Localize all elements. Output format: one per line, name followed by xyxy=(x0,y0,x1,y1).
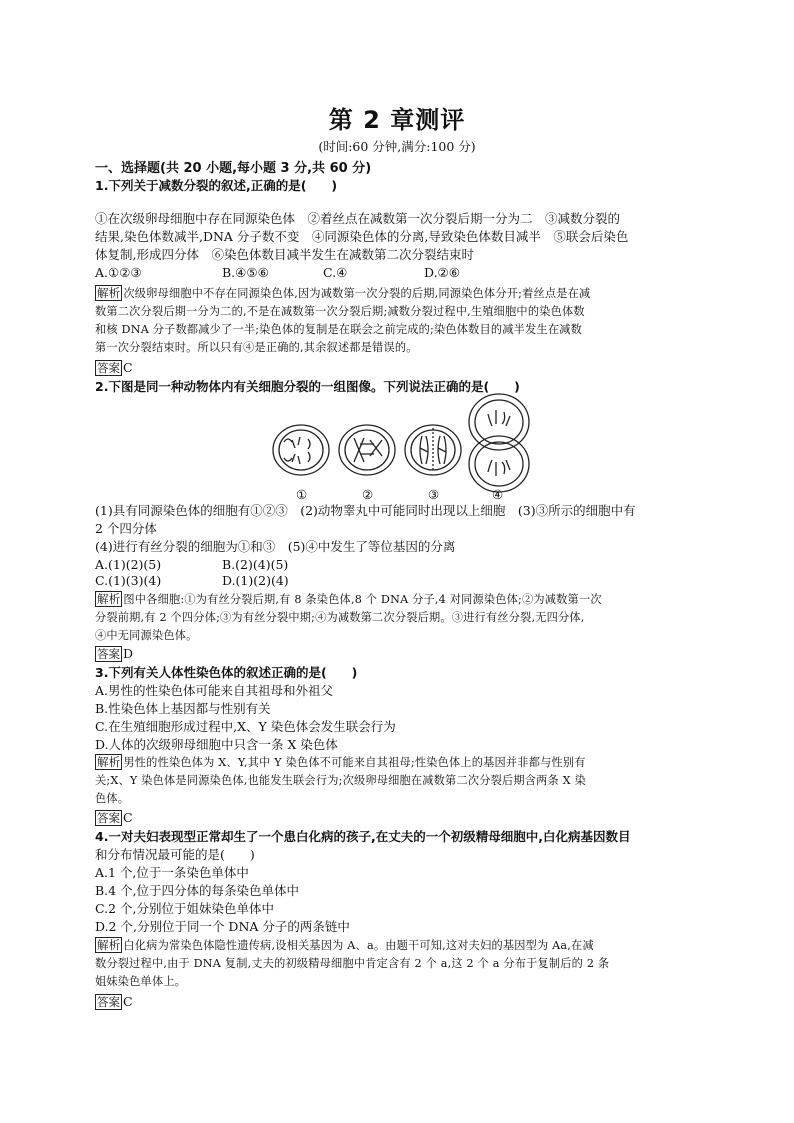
q1-line-3: 体复制,形成四分体 ⑥染色体数目减半发生在减数第二次分裂结束时 xyxy=(95,247,474,262)
cell-division-figure xyxy=(270,392,530,500)
q2-option-d: D.(1)(2)(4) xyxy=(222,573,289,588)
q1-analysis-line-2: 数第二次分裂后期一分为二的,不是在减数第一次分裂后期;减数分裂过程中,生殖细胞中的染色体数 xyxy=(95,305,585,318)
q1-line-1: ①在次级卵母细胞中存在同源染色体 ②着丝点在减数第一次分裂后期一分为二 ③减数分裂的 xyxy=(95,211,621,226)
q2-line-2: 2 个四分体 xyxy=(95,521,157,536)
q2-option-b: B.(2)(4)(5) xyxy=(222,557,289,572)
figure-label-4: ④ xyxy=(492,487,504,502)
q4-stem-line-1: 4.一对夫妇表现型正常却生了一个患白化病的孩子,在丈夫的一个初级精母细胞中,白化病基因数目 xyxy=(95,829,631,844)
figure-label-1: ① xyxy=(296,487,308,502)
q1-analysis-line-3: 和核 DNA 分子数都减少了一半;染色体的复制是在联会之前完成的;染色体数目的减半发生在减数 xyxy=(95,323,583,336)
q1-line-2: 结果,染色体数减半,DNA 分子数不变 ④同源染色体的分离,导致染色体数目减半 ⑤联会后染色 xyxy=(95,229,629,244)
q3-answer: 答案 C xyxy=(97,810,133,825)
cell-1 xyxy=(273,425,329,475)
q4-answer: 答案 C xyxy=(97,994,133,1009)
q2-analysis-line-2: 分裂前期,有 2 个四分体;③为有丝分裂中期;④为减数第二次分裂后期。③进行有丝分裂,无四分体, xyxy=(95,611,585,624)
analysis-tag: 解析 xyxy=(97,286,121,300)
cell-2 xyxy=(339,425,395,475)
q2-option-c: C.(1)(3)(4) xyxy=(95,573,162,588)
q4-analysis-line-2: 数分裂过程中,由于 DNA 复制,丈夫的初级精母细胞中肯定含有 2 个 a,这 2 个 a 分布于复制后的 2 条 xyxy=(95,957,610,970)
answer-tag: 答案 xyxy=(97,647,120,661)
q1-stem: 1.下列关于减数分裂的叙述,正确的是( ) xyxy=(95,178,338,193)
page-subtitle: (时间:60 分钟,满分:100 分) xyxy=(318,139,476,154)
figure-label-3: ③ xyxy=(428,487,440,502)
q2-line-3: (4)进行有丝分裂的细胞为①和③ (5)④中发生了等位基因的分离 xyxy=(95,539,456,554)
q4-option-c: C.2 个,分别位于姐妹染色单体中 xyxy=(95,901,274,916)
q4-stem-line-2: 和分布情况最可能的是( ) xyxy=(95,847,255,862)
q2-answer: 答案 D xyxy=(97,646,134,661)
q2-stem: 2.下图是同一种动物体内有关细胞分裂的一组图像。下列说法正确的是( ) xyxy=(95,379,520,394)
q1-option-b: B.④⑤⑥ xyxy=(222,265,269,280)
q4-analysis-line-1: 解析 白化病为常染色体隐性遗传病,设相关基因为 A、a。由题干可知,这对夫妇的基因型为 Aa,在减 xyxy=(97,938,594,952)
analysis-tag: 解析 xyxy=(97,938,121,952)
figure-label-2: ② xyxy=(362,487,374,502)
analysis-tag: 解析 xyxy=(97,755,121,769)
q3-analysis-line-2: 关;X、Y 染色体是同源染色体,也能发生联会行为;次级卵母细胞在减数第二次分裂后期含两条 X 染 xyxy=(95,774,586,787)
q4-option-a: A.1 个,位于一条染色单体中 xyxy=(95,865,249,880)
q3-option-d: D.人体的次级卵母细胞中只含一条 X 染色体 xyxy=(95,737,338,752)
cell-3 xyxy=(405,425,461,475)
q3-option-a: A.男性的性染色体可能来自其祖母和外祖父 xyxy=(95,683,334,698)
q2-analysis-line-3: ④中无同源染色体。 xyxy=(95,629,198,642)
q4-option-d: D.2 个,分别位于同一个 DNA 分子的两条链中 xyxy=(95,919,350,934)
q3-option-c: C.在生殖细胞形成过程中,X、Y 染色体会发生联会行为 xyxy=(95,719,396,734)
q4-option-b: B.4 个,位于四分体的每条染色单体中 xyxy=(95,883,300,898)
q3-analysis-line-1: 解析 男性的性染色体为 X、Y,其中 Y 染色体不可能来自其祖母;性染色体上的基因并非都与性别有 xyxy=(97,755,586,769)
q1-option-a: A.①②③ xyxy=(95,265,142,280)
q3-analysis-line-3: 色体。 xyxy=(95,792,130,805)
q1-option-d: D.②⑥ xyxy=(424,265,460,280)
answer-tag: 答案 xyxy=(97,811,120,825)
q1-answer: 答案 C xyxy=(97,360,133,375)
page-title: 第 2 章测评 xyxy=(328,106,466,134)
analysis-tag: 解析 xyxy=(97,592,121,606)
q2-analysis-line-1: 解析 图中各细胞:①为有丝分裂后期,有 8 条染色体,8 个 DNA 分子,4 对同源染色体;②为减数第一次 xyxy=(97,592,602,606)
q3-option-b: B.性染色体上基因都与性别有关 xyxy=(95,701,271,716)
cell-4 xyxy=(469,394,529,492)
section-heading: 一、选择题(共 20 小题,每小题 3 分,共 60 分) xyxy=(95,161,372,176)
q4-analysis-line-3: 姐妹染色单体上。 xyxy=(95,975,187,988)
q1-analysis-line-1: 解析 次级卵母细胞中不存在同源染色体,因为减数第一次分裂的后期,同源染色体分开;着丝点是在减 xyxy=(97,286,591,300)
q2-line-1: (1)具有同源染色体的细胞有①②③ (2)动物睾丸中可能同时出现以上细胞 (3)③所示的细胞中有 xyxy=(95,503,636,518)
q1-analysis-line-4: 第一次分裂结束时。所以只有④是正确的,其余叙述都是错误的。 xyxy=(95,341,418,354)
q1-option-c: C.④ xyxy=(323,265,348,280)
answer-tag: 答案 xyxy=(97,995,120,1009)
answer-tag: 答案 xyxy=(97,361,120,375)
q2-option-a: A.(1)(2)(5) xyxy=(95,557,162,572)
q3-stem: 3.下列有关人体性染色体的叙述正确的是( ) xyxy=(95,665,358,680)
